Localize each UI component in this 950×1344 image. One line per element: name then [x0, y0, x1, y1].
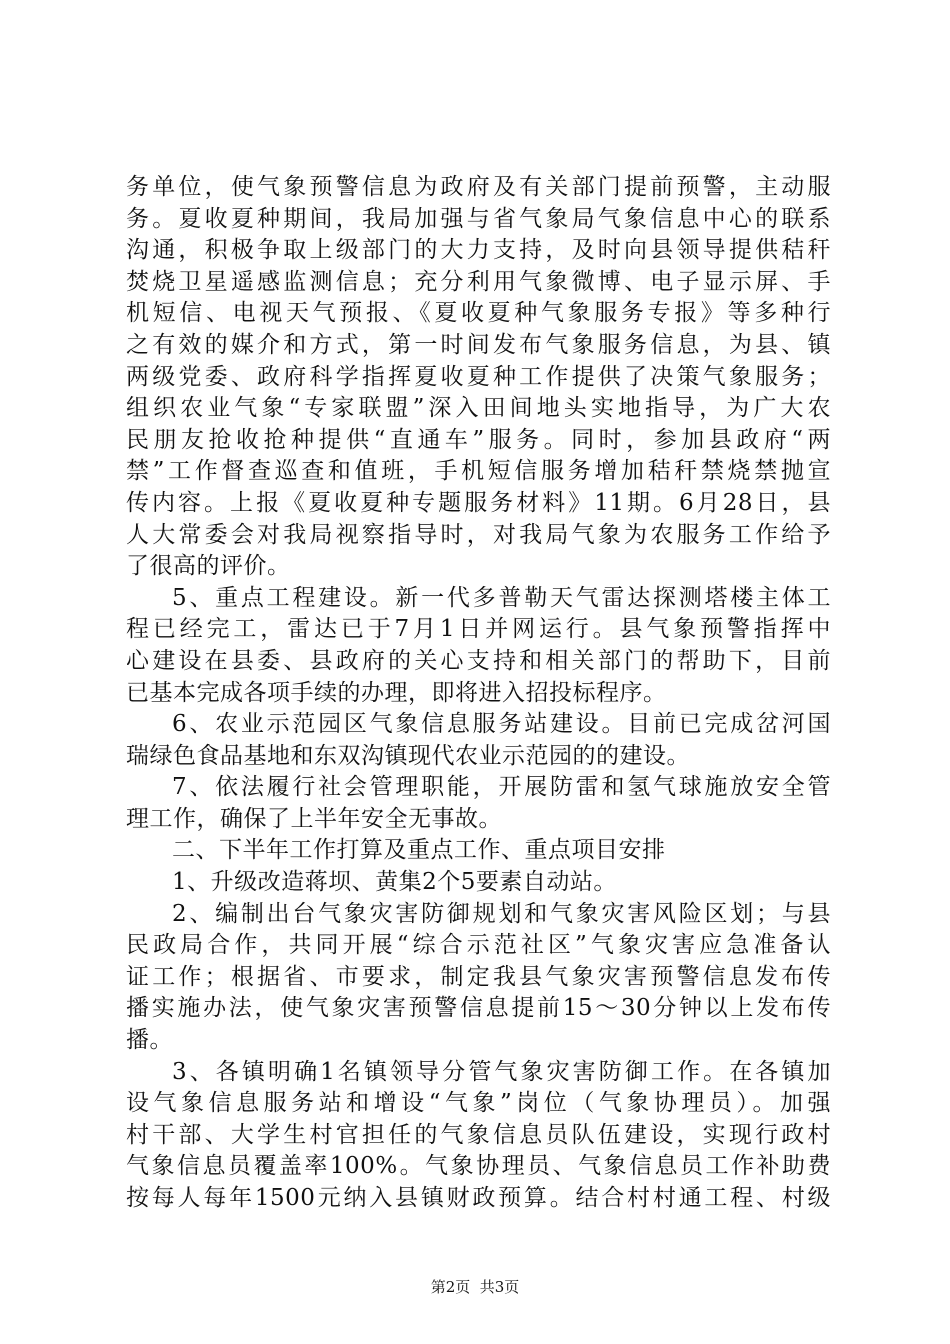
text-line: 瑞绿色食品基地和东双沟镇现代农业示范园的的建设。: [126, 742, 690, 769]
text-line: 之有效的媒介和方式，第一时间发布气象服务信息，为县、镇: [126, 331, 831, 358]
section-heading: 二、下半年工作打算及重点工作、重点项目安排: [172, 837, 666, 864]
text-line: 两级党委、政府科学指挥夏收夏种工作提供了决策气象服务；: [126, 363, 831, 390]
paragraph-start-line: 7、依法履行社会管理职能，开展防雷和氢气球施放安全管: [172, 774, 831, 801]
text-line: 禁”工作督查巡查和值班，手机短信服务增加秸秆禁烧禁抛宣: [126, 458, 831, 485]
text-line: 按每人每年1500元纳入县镇财政预算。结合村村通工程、村级: [126, 1185, 831, 1211]
document-body: [126, 172, 831, 1215]
text-line: 焚烧卫星遥感监测信息；充分利用气象微博、电子显示屏、手: [126, 268, 831, 295]
text-line: 播。: [126, 1027, 173, 1054]
text-line: 传内容。上报《夏收夏种专题服务材料》11期。6月28日，县: [126, 489, 831, 516]
text-line: 证工作；根据省、市要求，制定我县气象灾害预警信息发布传: [126, 963, 831, 990]
text-line: 机短信、电视天气预报、《夏收夏种气象服务专报》等多种行: [126, 300, 831, 327]
paragraph-start-line: 3、各镇明确1名镇领导分管气象灾害防御工作。在各镇加: [172, 1058, 831, 1085]
text-line: 务单位，使气象预警信息为政府及有关部门提前预警，主动服: [126, 174, 831, 200]
text-line: 播实施办法，使气象灾害预警信息提前15～30分钟以上发布传: [126, 995, 831, 1022]
text-line: 理工作，确保了上半年安全无事故。: [126, 805, 502, 832]
text-line: 村干部、大学生村官担任的气象信息员队伍建设，实现行政村: [126, 1121, 831, 1148]
text-line: 心建设在县委、县政府的关心支持和相关部门的帮助下，目前: [126, 647, 831, 674]
text-line: 了很高的评价。: [126, 553, 291, 580]
text-line: 民朋友抢收抢种提供“直通车”服务。同时，参加县政府“两: [126, 426, 831, 453]
text-line: 程已经完工，雷达已于7月1日并网运行。县气象预警指挥中: [126, 616, 831, 643]
paragraph-start-line: 1、升级改造蒋坝、黄集2个5要素自动站。: [172, 869, 617, 896]
text-line: 已基本完成各项手续的办理，即将进入招投标程序。: [126, 679, 667, 706]
text-line: 沟通，积极争取上级部门的大力支持，及时向县领导提供秸秆: [126, 237, 831, 264]
paragraph-start-line: 5、重点工程建设。新一代多普勒天气雷达探测塔楼主体工: [172, 584, 831, 611]
text-line: 人大常委会对我局视察指导时，对我局气象为农服务工作给予: [126, 521, 831, 548]
text-line: 气象信息员覆盖率100%。气象协理员、气象信息员工作补助费: [126, 1153, 831, 1180]
paragraph-start-line: 6、农业示范园区气象信息服务站建设。目前已完成岔河国: [172, 711, 831, 738]
page-footer: 第2页 共3页: [430, 1278, 520, 1296]
text-line: 组织农业气象“专家联盟”深入田间地头实地指导，为广大农: [126, 395, 831, 422]
text-line: 设气象信息服务站和增设“气象”岗位（气象协理员）。加强: [126, 1090, 831, 1117]
text-line: 民政局合作，共同开展“综合示范社区”气象灾害应急准备认: [126, 932, 831, 959]
paragraph-start-line: 2、编制出台气象灾害防御规划和气象灾害风险区划；与县: [172, 900, 831, 927]
text-line: 务。夏收夏种期间，我局加强与省气象局气象信息中心的联系: [126, 205, 831, 232]
